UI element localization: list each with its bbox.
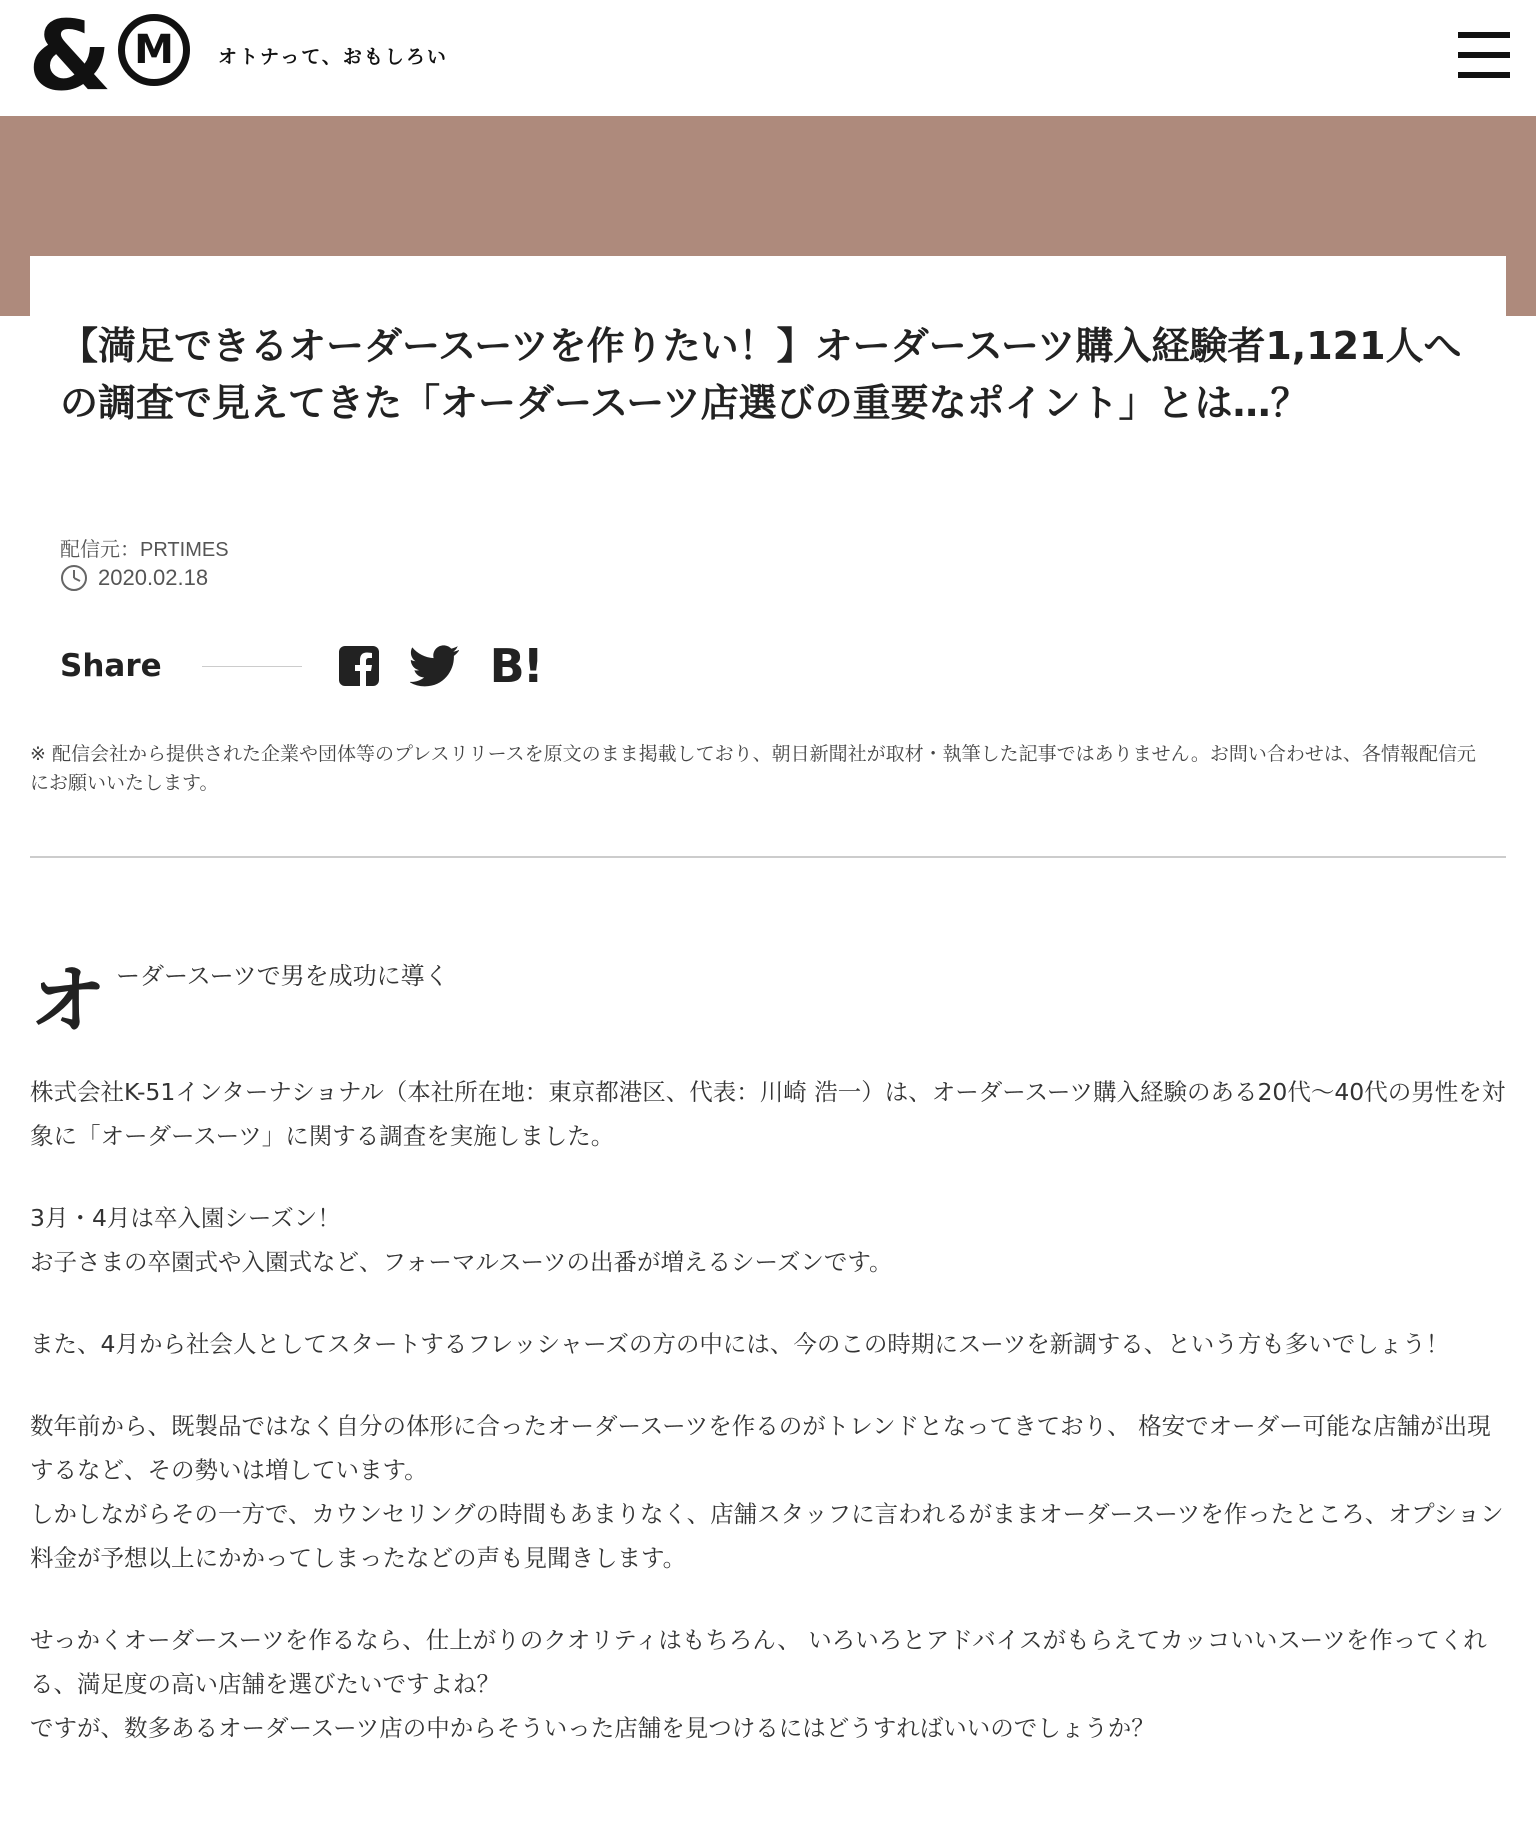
twitter-share-button[interactable] — [410, 645, 460, 687]
article-meta — [60, 536, 229, 592]
site-tagline: オトナって、おもしろい — [218, 46, 448, 68]
menu-bar-top — [1458, 32, 1510, 38]
body-paragraph — [30, 1322, 1506, 1366]
body-paragraph — [30, 1618, 1506, 1750]
share-bar — [60, 636, 572, 696]
menu-bar-middle — [1458, 52, 1510, 58]
body-line: せっかくオーダースーツを作るなら、仕上がりのクオリティはもちろん、 いろいろとアドバイスがもらえてカッコいいスーツを作ってくれる、満足度の高い店舗を選びたいですよね？ — [30, 1626, 1487, 1698]
body-line: お子さまの卒園式や入園式など、フォーマルスーツの出番が増えるシーズンです。 — [30, 1248, 893, 1276]
facebook-icon — [338, 645, 380, 687]
body-line: 数年前から、既製品ではなく自分の体形に合ったオーダースーツを作るのがトレンドとなってきており、 格安でオーダー可能な店舗が出現するなど、その勢いは増しています。 — [30, 1412, 1491, 1484]
lead-heading-text: ーダースーツで男を成功に導く — [116, 962, 449, 990]
body-line: 株式会社K-51インターナショナル（本社所在地：東京都港区、代表：川崎 浩一）は、オーダースーツ購入経験のある20代〜40代の男性を対象に「オーダースーツ」に関する調査を実施しました。 — [30, 1078, 1506, 1150]
hamburger-menu-icon[interactable] — [1458, 30, 1510, 80]
article-title: 【満足できるオーダースーツを作りたい！】オーダースーツ購入経験者1,121人への調査で見えてきた「オーダースーツ店選びの重要なポイント」とは…？ — [60, 324, 1462, 425]
site-logo-m-circle[interactable]: M — [118, 14, 190, 86]
share-divider-line — [202, 666, 302, 667]
body-paragraph — [30, 1404, 1506, 1580]
site-logo-ampersand[interactable]: & — [28, 0, 108, 112]
body-line: ですが、数多あるオーダースーツ店の中からそういった店舗を見つけるにはどうすればいいのでしょうか？ — [30, 1714, 1155, 1742]
article-source: 配信元：PRTIMES — [60, 539, 229, 561]
menu-bar-bottom — [1458, 72, 1510, 78]
article-date: 2020.02.18 — [98, 565, 209, 590]
facebook-share-button[interactable] — [338, 645, 380, 687]
article-card — [30, 256, 1506, 1839]
body-line: 3月・4月は卒入園シーズン！ — [30, 1204, 341, 1232]
body-paragraph — [30, 1070, 1506, 1158]
content-divider — [30, 856, 1506, 858]
share-label: Share — [60, 648, 162, 684]
body-paragraph — [30, 1196, 1506, 1284]
clock-icon — [60, 564, 88, 592]
lead-dropcap: オ — [30, 956, 106, 1045]
hatena-bookmark-button[interactable]: B! — [489, 639, 542, 693]
lead-heading — [30, 956, 1506, 1056]
twitter-icon — [410, 645, 460, 687]
article-body — [30, 1070, 1506, 1788]
press-release-disclaimer: ※ 配信会社から提供された企業や団体等のプレスリリースを原文のまま掲載しており、朝日新聞社が取材・執筆した記事ではありません。お問い合わせは、各情報配信元にお願いいたします。 — [30, 743, 1476, 794]
body-line: しかしながらその一方で、カウンセリングの時間もあまりなく、店舗スタッフに言われるがままオーダースーツを作ったところ、オプション料金が予想以上にかかってしまったなどの声も見聞きします。 — [30, 1500, 1504, 1572]
article-date-row — [60, 564, 229, 592]
site-header — [0, 0, 1536, 116]
body-line: また、4月から社会人としてスタートするフレッシャーズの方の中には、今のこの時期にスーツを新調する、という方も多いでしょう！ — [30, 1330, 1450, 1358]
